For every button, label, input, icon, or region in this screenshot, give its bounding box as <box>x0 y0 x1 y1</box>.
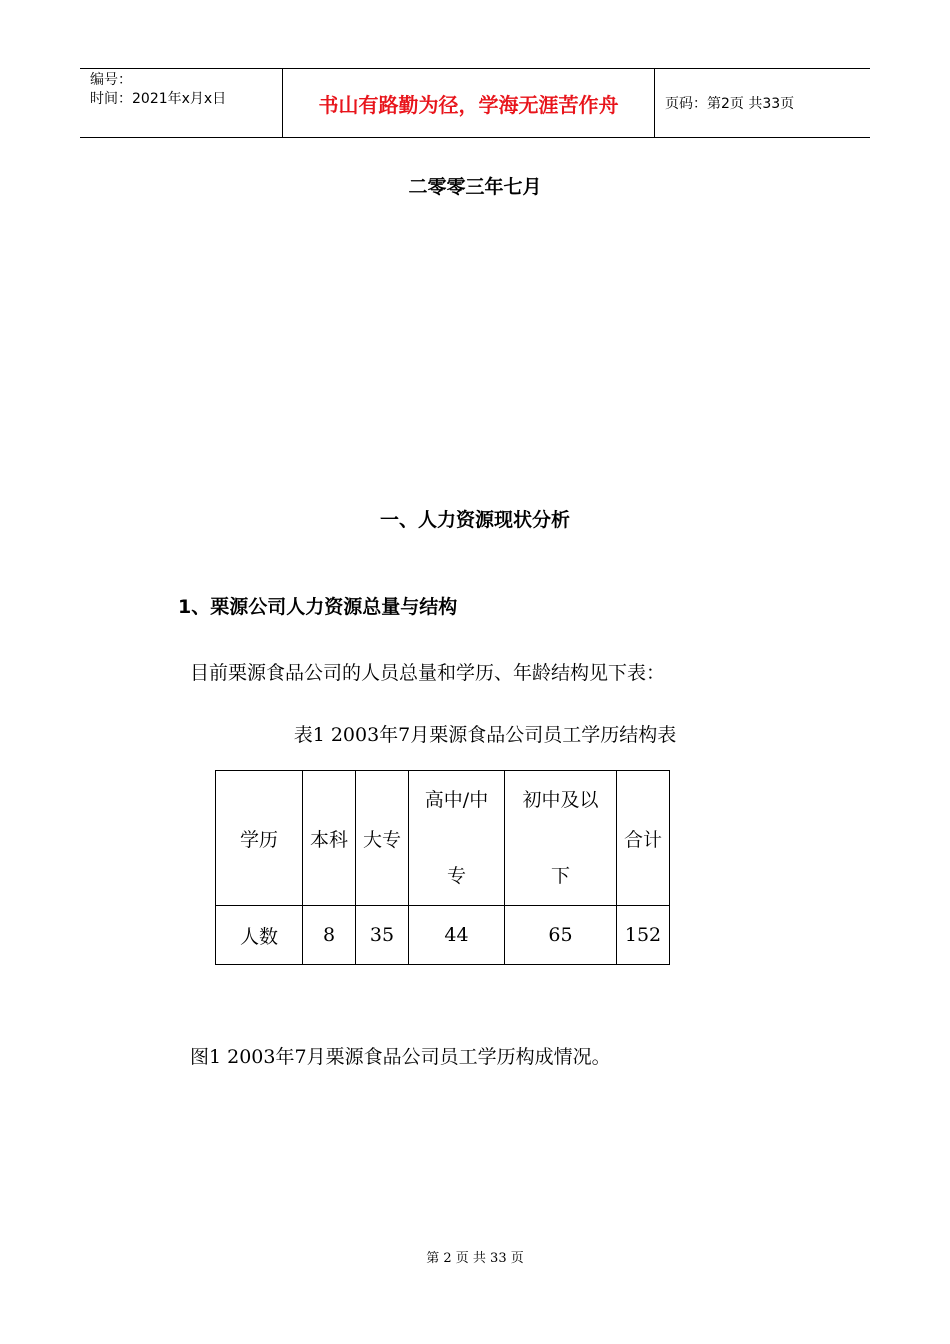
header-cell-college: 大专 <box>356 771 409 906</box>
figure-caption: 图1 2003年7月栗源食品公司员工学历构成情况。 <box>190 1046 611 1068</box>
table-header-row <box>216 771 670 906</box>
education-table <box>215 770 670 965</box>
time-label: 时间：2021年x月x日 <box>90 91 227 107</box>
cell-highschool: 44 <box>409 906 505 965</box>
header-cell-total: 合计 <box>617 771 670 906</box>
cell-junior: 65 <box>505 906 617 965</box>
header-cell-highschool: 高中/中 专 <box>409 771 505 906</box>
table-row <box>216 906 670 965</box>
table-caption: 表1 2003年7月栗源食品公司员工学历结构表 <box>293 724 677 746</box>
page-header <box>80 68 870 138</box>
header-page-info: 页码：第2页 共33页 <box>665 96 795 112</box>
section-title: 一、人力资源现状分析 <box>379 509 570 531</box>
header-cell-junior: 初中及以 下 <box>505 771 617 906</box>
cell-row-label: 人数 <box>216 906 303 965</box>
code-label: 编号： <box>90 72 132 88</box>
intro-paragraph: 目前栗源食品公司的人员总量和学历、年龄结构见下表： <box>190 662 666 684</box>
subsection-title: 1、栗源公司人力资源总量与结构 <box>178 596 458 618</box>
header-motto: 书山有路勤为径，学海无涯苦作舟 <box>282 69 655 137</box>
page-footer: 第 2 页 共 33 页 <box>426 1251 524 1266</box>
date-title: 二零零三年七月 <box>408 176 542 198</box>
header-meta <box>80 69 282 137</box>
cell-bachelor: 8 <box>303 906 356 965</box>
header-cell-bachelor: 本科 <box>303 771 356 906</box>
header-cell-education: 学历 <box>216 771 303 906</box>
cell-total: 152 <box>617 906 670 965</box>
cell-college: 35 <box>356 906 409 965</box>
